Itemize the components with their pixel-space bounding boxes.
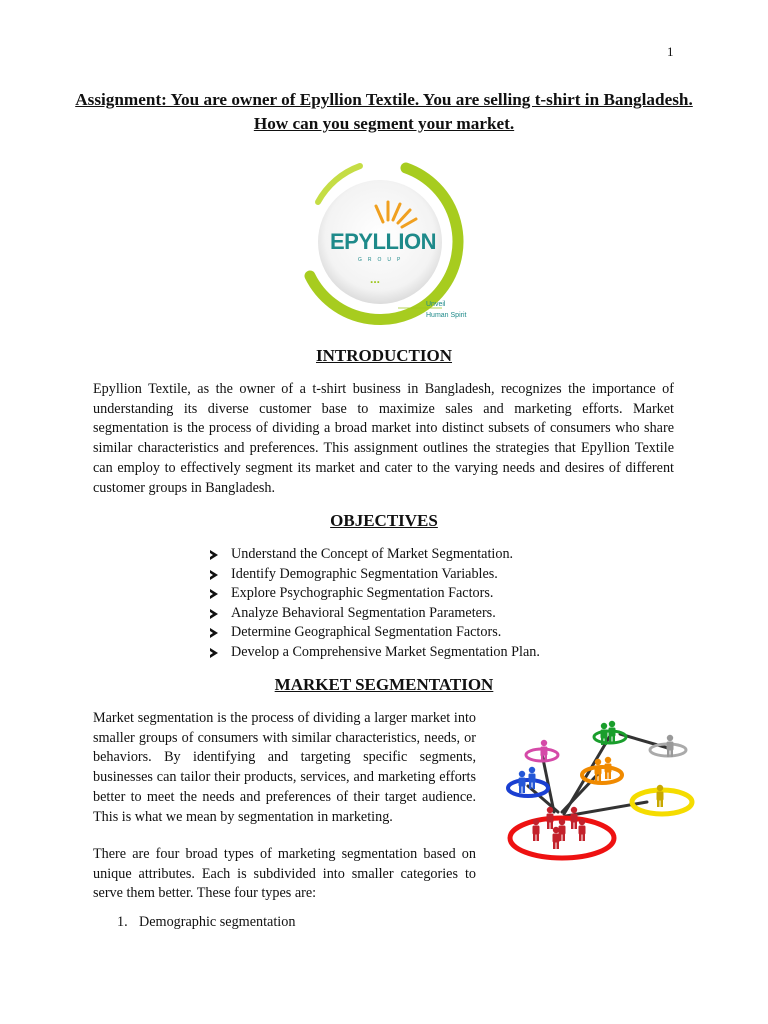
- objective-item: Explore Psychographic Segmentation Factors.: [210, 584, 540, 604]
- arrow-bullet-icon: [210, 648, 218, 658]
- objective-item: Determine Geographical Segmentation Factors.: [210, 623, 540, 643]
- objective-item: Develop a Comprehensive Market Segmentation Plan.: [210, 643, 540, 663]
- segmentation-network-illustration: [492, 720, 710, 880]
- logo-tagline-unveil: Unveil: [426, 301, 446, 308]
- introduction-paragraph: Epyllion Textile, as the owner of a t-shirt business in Bangladesh, recognizes the importance of understanding its diverse customer base to maximize sales and marketing efforts. Market segmentation is the process of dividing a broad market into distinct subsets of consumers who share similar characteristics and preferences. This assignment outlines the strategies that Epyllion Textile can employ to effectively segment its market and cater to the varying needs and desires of different customer groups in Bangladesh.: [93, 381, 674, 496]
- logo-dots: ...: [370, 272, 381, 286]
- objective-item: Analyze Behavioral Segmentation Parameters.: [210, 604, 540, 624]
- arrow-bullet-icon: [210, 589, 218, 599]
- segmentation-types-list: [117, 913, 295, 933]
- logo-brand-text: EPYLLION: [330, 229, 437, 254]
- epyllion-logo: [288, 156, 478, 328]
- objectives-heading: OBJECTIVES: [330, 511, 438, 530]
- objective-item: Understand the Concept of Market Segmentation.: [210, 545, 540, 565]
- assignment-title: Assignment: You are owner of Epyllion Textile. You are selling t-shirt in Bangladesh. How can you segment your market.: [75, 90, 693, 133]
- arrow-bullet-icon: [210, 628, 218, 638]
- objectives-list: [210, 545, 540, 663]
- market-segmentation-heading: MARKET SEGMENTATION: [274, 675, 494, 694]
- page-number: 1: [667, 44, 674, 59]
- arrow-bullet-icon: [210, 550, 218, 560]
- list-item: 1. Demographic segmentation: [117, 914, 296, 930]
- objective-item: Identify Demographic Segmentation Variables.: [210, 565, 540, 585]
- logo-group-text: GROUP: [358, 257, 407, 263]
- market-segmentation-paragraph-2: There are four broad types of marketing segmentation based on unique attributes. Each is subdivided into smaller categories to serve them better. These four types are:: [93, 846, 476, 902]
- logo-tagline-human-spirit: Human Spirit: [426, 312, 467, 319]
- arrow-bullet-icon: [210, 609, 218, 619]
- market-segmentation-paragraph-1: Market segmentation is the process of dividing a larger market into smaller groups of consumers with similar characteristics, needs, or behaviors. By identifying and targeting specific segments, businesses can tailor their products, services, and marketing efforts better to meet the needs and preferences of their target audience. This is what we mean by segmentation in marketing.: [93, 710, 476, 825]
- introduction-heading: INTRODUCTION: [315, 346, 453, 365]
- arrow-bullet-icon: [210, 570, 218, 580]
